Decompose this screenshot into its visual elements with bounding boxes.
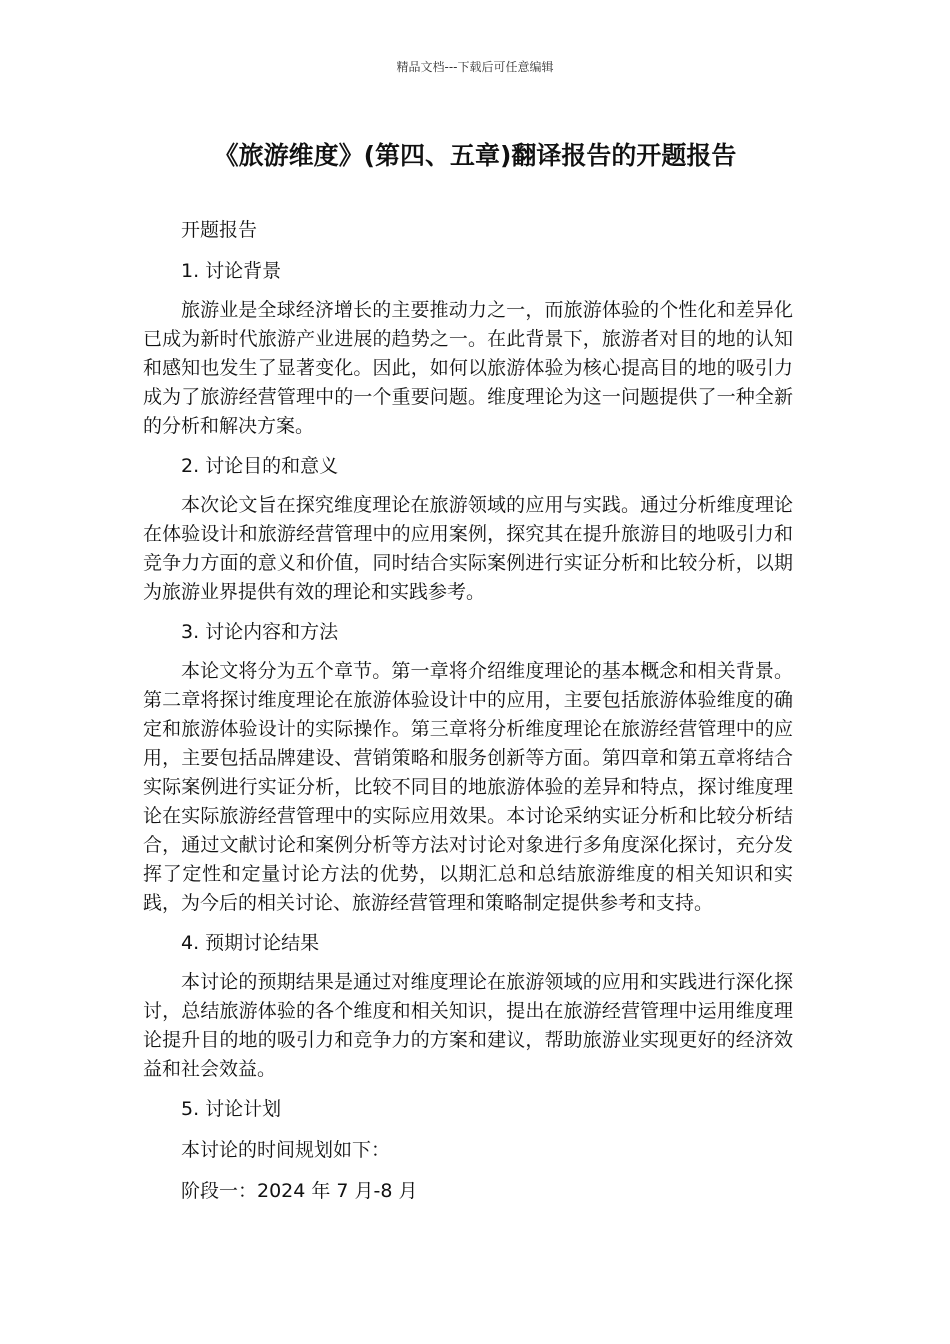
paragraph-expected-results: 本讨论的预期结果是通过对维度理论在旅游领域的应用和实践进行深化探讨，总结旅游体验的各个维度和相关知识，提出在旅游经营管理中运用维度理论提升目的地的吸引力和竞争力的方案和建议，帮助旅游业实现更好的经济效益和社会效益。: [143, 971, 793, 1080]
section-heading-content-method: 3. 讨论内容和方法: [181, 621, 339, 643]
document-body: [143, 214, 793, 1216]
section-heading-expected-results: 4. 预期讨论结果: [181, 932, 320, 954]
section-heading-background: 1. 讨论背景: [181, 260, 282, 282]
section-heading-purpose: 2. 讨论目的和意义: [181, 455, 339, 477]
plan-stage-one: 阶段一：2024 年 7 月-8 月: [181, 1180, 418, 1202]
paragraph-content-method: 本论文将分为五个章节。第一章将介绍维度理论的基本概念和相关背景。第二章将探讨维度理论在旅游体验设计中的应用，主要包括旅游体验维度的确定和旅游体验设计的实际操作。第三章将分析维度理论在旅游经营管理中的应用，主要包括品牌建设、营销策略和服务创新等方面。第四章和第五章将结合实际案例进行实证分析，比较不同目的地旅游体验的差异和特点，探讨维度理论在实际旅游经营管理中的实际应用效果。本讨论采纳实证分析和比较分析结合，通过文献讨论和案例分析等方法对讨论对象进行多角度深化探讨，充分发挥了定性和定量讨论方法的优势，以期汇总和总结旅游维度的相关知识和实践，为今后的相关讨论、旅游经营管理和策略制定提供参考和支持。: [143, 660, 793, 914]
section-label-report: 开题报告: [181, 219, 258, 241]
plan-intro-line: 本讨论的时间规划如下：: [181, 1139, 391, 1161]
document-title: 《旅游维度》(第四、五章)翻译报告的开题报告: [213, 141, 737, 170]
document-header-note: 精品文档---下载后可任意编辑: [396, 60, 554, 74]
paragraph-purpose: 本次论文旨在探究维度理论在旅游领域的应用与实践。通过分析维度理论在体验设计和旅游经营管理中的应用案例，探究其在提升旅游目的地吸引力和竞争力方面的意义和价值，同时结合实际案例进行实证分析和比较分析，以期为旅游业界提供有效的理论和实践参考。: [143, 494, 793, 603]
paragraph-background: 旅游业是全球经济增长的主要推动力之一，而旅游体验的个性化和差异化已成为新时代旅游产业进展的趋势之一。在此背景下，旅游者对目的地的认知和感知也发生了显著变化。因此，如何以旅游体验为核心提高目的地的吸引力成为了旅游经营管理中的一个重要问题。维度理论为这一问题提供了一种全新的分析和解决方案。: [143, 299, 793, 437]
section-heading-plan: 5. 讨论计划: [181, 1098, 282, 1120]
